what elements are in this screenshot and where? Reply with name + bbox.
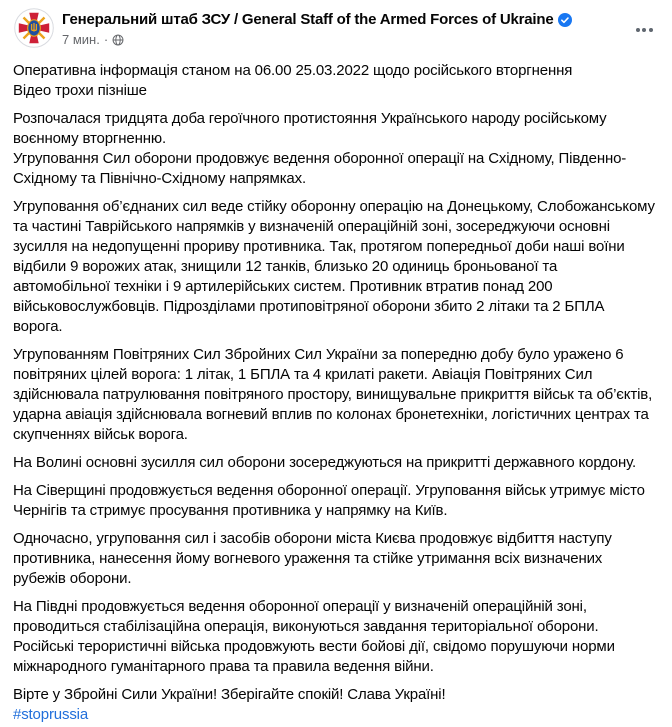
hashtag-link[interactable]: #stoprussia: [13, 706, 89, 723]
post-header: [0, 0, 672, 48]
post-paragraph: Оперативна інформація станом на 06.00 25.03.2022 щодо російського вторгнення Відео трохи пізніше: [13, 62, 573, 99]
more-options-icon: [636, 28, 640, 32]
post-paragraph: Угруповання об’єднаних сил веде стійку оборонну операцію на Донецькому, Слобожанському та частині Таврійського напрямків у визначеній операційній зоні, зосереджуючи основні зусилля на недопущенні прориву противника. Так, протягом попередньої доби наші воїни відбили 9 ворожих атак, знищили 12 танків, близько 20 одиниць броньованої та автомобільної техніки і 9 артилерійських систем. Противник втратив понад 200 військовослужбовців. Підрозділами протиповітряної оборони збито 2 літаки та 2 БПЛА ворога.: [13, 198, 655, 335]
meta-separator: ·: [103, 32, 109, 47]
post-paragraph: На Сіверщині продовжується ведення оборонної операції. Угруповання військ утримує місто Чернігів та стримує просування противника у напрямку на Київ.: [13, 482, 645, 519]
more-options-button[interactable]: [628, 14, 660, 46]
post-timestamp[interactable]: 7 мин.: [62, 32, 100, 47]
post-closing-paragraph: [13, 685, 656, 725]
page-name-link[interactable]: Генеральний штаб ЗСУ / General Staff of the Armed Forces of Ukraine: [62, 11, 554, 28]
page-name-row: [62, 10, 628, 29]
header-info: [62, 8, 628, 48]
post-closing-text: Вірте у Збройні Сили України! Зберігайте спокій! Слава Україні!: [13, 686, 446, 703]
page-avatar-emblem[interactable]: [14, 8, 54, 48]
post-paragraph: Угрупованням Повітряних Сил Збройних Сил України за попередню добу було уражено 6 повітряних цілей ворога: 1 літак, 1 БПЛА та 4 крилаті ракети. Авіація Повітряних Сил здійснювала патрулювання повітряного простору, винищувальне прикриття військ та об’єктів, ударна авіація здійснювала вогневий вплив по колонах бронетехніки, логістичних центрах та скупченнях військ ворога.: [13, 346, 653, 443]
post-meta: [62, 32, 628, 48]
post-paragraph: На Волині основні зусилля сил оборони зосереджуються на прикритті державного кордону.: [13, 454, 636, 471]
post-text: [0, 48, 672, 725]
post-paragraphs: [13, 61, 656, 677]
post-paragraph: Одночасно, угруповання сил і засобів оборони міста Києва продовжує відбиття наступу противника, нанесення йому вогневого ураження та стійке утримання всіх визначених рубежів оборони.: [13, 530, 612, 587]
globe-icon: [112, 34, 124, 46]
post-paragraph: На Півдні продовжується ведення оборонної операції у визначеній операційній зоні, проводиться стабілізаційна операція, виконуються завдання територіальної оборони. Російські терористичні війська продовжують вести бойові дії, свідомо порушуючи норми міжнародного гуманітарного права та правила ведення війни.: [13, 598, 615, 675]
post-paragraph: Розпочалася тридцята доба героїчного протистояння Українського народу російському воєнному вторгненню. Угруповання Сил оборони продовжує ведення оборонної операції на Східному, Південно-Східному та Північно-Східному напрямках.: [13, 110, 627, 187]
verified-badge-icon: [558, 13, 572, 27]
